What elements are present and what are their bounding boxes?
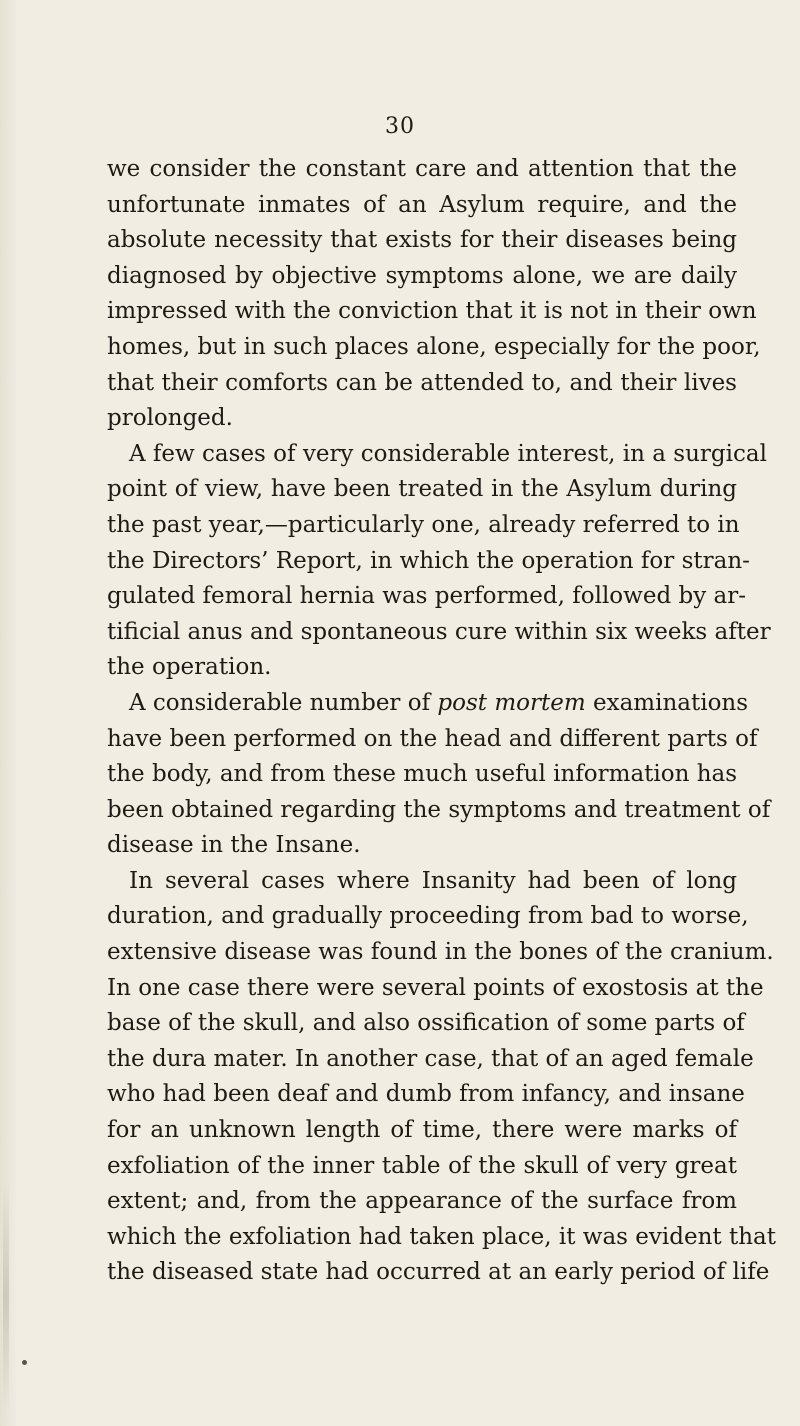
page-number: 30	[385, 114, 415, 139]
text-line: the diseased state had occurred at an early period of life	[107, 1259, 770, 1286]
text-line: impressed with the conviction that it is not in their own	[107, 298, 757, 325]
text-line: for an unknown length of time, there were marks of	[107, 1117, 737, 1144]
text-line: A considerable number of post mortem examinations	[129, 689, 749, 716]
text-line: gulated femoral hernia was performed, followed by ar-	[107, 583, 746, 610]
text-line: In one case there were several points of exostosis at the	[107, 974, 764, 1001]
page-edge-shadow	[3, 1180, 9, 1410]
text-line: the Directors’ Report, in which the operation for stran-	[107, 547, 750, 574]
ink-speck	[22, 1360, 27, 1365]
text-line: extent; and, from the appearance of the surface from	[107, 1188, 737, 1215]
paragraph	[107, 864, 776, 1291]
text-line: who had been deaf and dumb from infancy, and insane	[107, 1081, 745, 1108]
text-line: the dura mater. In another case, that of an aged female	[107, 1045, 754, 1072]
text-line: we consider the constant care and attention that the	[107, 156, 737, 182]
text-line: In several cases where Insanity had been of long	[129, 867, 737, 894]
text-line: A few cases of very considerable interest, in a surgical	[129, 440, 767, 467]
text-line: the operation.	[107, 654, 272, 681]
text-line: which the exfoliation had taken place, it was evident that	[107, 1223, 776, 1250]
text-line: base of the skull, and also ossification of some parts of	[107, 1010, 745, 1037]
text-line: prolonged.	[107, 405, 233, 432]
text-line: exfoliation of the inner table of the skull of very great	[107, 1152, 737, 1179]
text-line: duration, and gradually proceeding from bad to worse,	[107, 903, 749, 930]
text-line: been obtained regarding the symptoms and treatment of	[107, 796, 771, 823]
text-line: have been performed on the head and different parts of	[107, 725, 758, 752]
text-line: the body, and from these much useful information has	[107, 761, 738, 788]
text-line: disease in the Insane.	[107, 832, 361, 859]
text-line: that their comforts can be attended to, and their lives	[107, 369, 737, 396]
text-line: homes, but in such places alone, especially for the poor,	[107, 333, 761, 360]
text-line: tificial anus and spontaneous cure within six weeks after	[107, 618, 771, 645]
paragraph	[107, 152, 761, 437]
text-line: diagnosed by objective symptoms alone, we are daily	[107, 262, 737, 289]
paragraph	[107, 437, 771, 686]
text-line: extensive disease was found in the bones of the cranium.	[107, 939, 774, 966]
paragraph	[107, 686, 771, 864]
text-line: absolute necessity that exists for their diseases being	[107, 227, 737, 254]
text-line: the past year,—particularly one, already referred to in	[107, 511, 740, 538]
text-line: unfortunate inmates of an Asylum require, and the	[107, 191, 737, 218]
body-text	[107, 152, 776, 1291]
text-line: point of view, have been treated in the Asylum during	[107, 476, 737, 503]
